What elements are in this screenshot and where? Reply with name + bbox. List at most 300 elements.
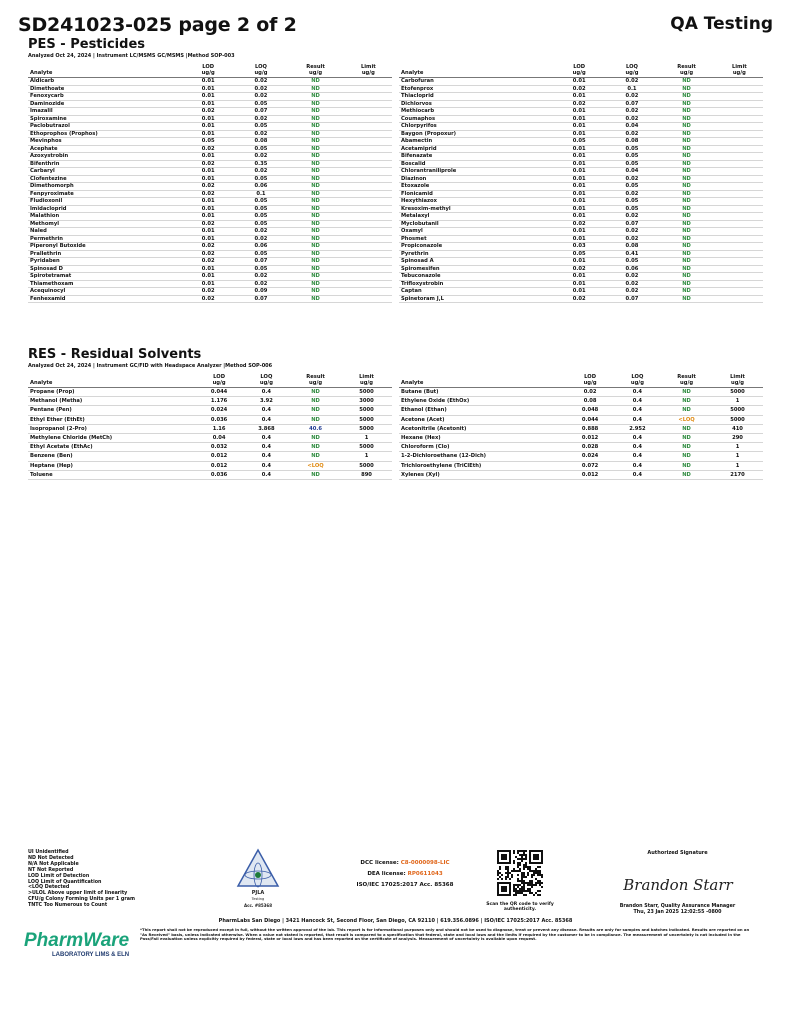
analyte-name: Chlorpyrifos: [399, 123, 552, 131]
loq-value: 0.05: [235, 145, 286, 153]
loq-header-label: LOQ: [254, 64, 267, 70]
lod-value: 0.05: [552, 250, 607, 258]
loq-value: 0.05: [235, 220, 286, 228]
loq-header-unit: ug/g: [630, 380, 644, 386]
limit-value: 290: [712, 433, 763, 442]
table-row: [28, 183, 392, 191]
result-value: ND: [286, 160, 344, 168]
analyte-name: Diazinon: [399, 175, 552, 183]
analyte-name: Acequinocyl: [28, 288, 181, 296]
lod-value: 0.01: [181, 213, 236, 221]
result-value: ND: [657, 258, 715, 266]
table-row: [28, 415, 392, 424]
result-value: ND: [286, 175, 344, 183]
lod-value: 0.01: [552, 153, 607, 161]
lod-value: 0.01: [181, 78, 236, 86]
table-row: [28, 258, 392, 266]
analyte-name: Dimethomorph: [28, 183, 181, 191]
lod-value: 0.02: [181, 160, 236, 168]
lod-value: 0.03: [552, 243, 607, 251]
table-row: [399, 145, 763, 153]
table-row: [28, 273, 392, 281]
lod-value: 0.01: [552, 198, 607, 206]
limit-value: 1: [341, 433, 392, 442]
limit-value: [716, 250, 763, 258]
loq-value: 0.1: [606, 85, 657, 93]
lod-header-unit: ug/g: [212, 380, 226, 386]
result-value: ND: [657, 85, 715, 93]
iso-accreditation: ISO/IEC 17025:2017 Acc. 85368: [356, 882, 454, 888]
analyte-name: Bifenthrin: [28, 160, 181, 168]
lod-value: 0.01: [552, 160, 607, 168]
analyte-name: Azoxystrobin: [28, 153, 181, 161]
limit-value: [716, 265, 763, 273]
result-value: ND: [286, 295, 344, 303]
analyte-name: Myclobutanil: [399, 220, 552, 228]
legend-entry: CFU/g Colony Forming Units per 1 gram: [28, 897, 135, 903]
table-row: [28, 461, 392, 470]
table-row: [28, 175, 392, 183]
result-value: ND: [286, 235, 344, 243]
result-value: ND: [290, 452, 341, 461]
result-value: ND: [657, 153, 715, 161]
lod-value: 0.01: [552, 273, 607, 281]
result-value: ND: [286, 190, 344, 198]
solvents-table-left: [28, 371, 392, 480]
loq-value: 0.02: [606, 190, 657, 198]
limit-value: [716, 213, 763, 221]
analyte-name: Bifenazate: [399, 153, 552, 161]
loq-value: 3.92: [243, 397, 290, 406]
table-row: [28, 433, 392, 442]
pesticides-meta: Analyzed Oct 24, 2024 | Instrument LC/MSMS GC/MSMS |Method SOP-003: [28, 53, 235, 59]
analyte-column-header: Analyte: [399, 61, 552, 78]
lod-header-label: LOD: [213, 374, 226, 380]
analyte-name: Heptane (Hep): [28, 461, 195, 470]
lod-value: 0.01: [552, 213, 607, 221]
loq-value: 0.4: [243, 433, 290, 442]
result-value: ND: [657, 183, 715, 191]
loq-value: 0.02: [235, 228, 286, 236]
solvents-meta: Analyzed Oct 24, 2024 | Instrument GC/FID with Headspace Analyzer |Method SOP-006: [28, 363, 273, 369]
limit-header-unit: ug/g: [732, 70, 746, 76]
table-row: [399, 175, 763, 183]
loq-value: 0.07: [235, 258, 286, 266]
loq-value: 0.05: [606, 183, 657, 191]
lod-value: 0.036: [195, 415, 242, 424]
analyte-name: Hexane (Hex): [399, 433, 566, 442]
result-value: ND: [290, 443, 341, 452]
table-row: [28, 243, 392, 251]
result-value: ND: [657, 280, 715, 288]
loq-value: 0.4: [614, 433, 661, 442]
pjla-name: PJLA: [251, 890, 265, 896]
result-value: ND: [286, 273, 344, 281]
table-row: [399, 198, 763, 206]
pjla-accreditation-badge: [228, 846, 288, 910]
analyte-name: Methylene Chloride (MetCh): [28, 433, 195, 442]
solvents-table-right: [399, 371, 763, 480]
limit-value: 890: [341, 470, 392, 479]
table-row: [28, 190, 392, 198]
result-value: ND: [657, 168, 715, 176]
analyte-name: Xylenes (Xyl): [399, 470, 566, 479]
loq-value: 0.08: [235, 138, 286, 146]
loq-value: 0.05: [606, 145, 657, 153]
loq-value: 0.02: [606, 175, 657, 183]
result-value: ND: [657, 250, 715, 258]
table-row: [28, 138, 392, 146]
lod-header-unit: ug/g: [201, 70, 215, 76]
table-row: [399, 183, 763, 191]
limit-value: 5000: [341, 388, 392, 397]
loq-column-header: [606, 61, 657, 78]
loq-value: 0.02: [606, 280, 657, 288]
result-value: ND: [286, 243, 344, 251]
lod-value: 0.02: [552, 295, 607, 303]
table-row: [399, 273, 763, 281]
table-row: [28, 443, 392, 452]
loq-value: 0.04: [606, 168, 657, 176]
limit-value: [345, 168, 392, 176]
limit-value: 3000: [341, 397, 392, 406]
table-row: [399, 160, 763, 168]
legend-entry: TNTC Too Numerous to Count: [28, 903, 108, 909]
result-value: ND: [657, 160, 715, 168]
limit-value: [716, 220, 763, 228]
analyte-name: Trifloxystrobin: [399, 280, 552, 288]
limit-value: 2170: [712, 470, 763, 479]
lod-column-header: [552, 61, 607, 78]
limit-value: 5000: [341, 424, 392, 433]
analyte-name: Coumaphos: [399, 115, 552, 123]
analyte-name: Chloroform (Clo): [399, 443, 566, 452]
limit-value: [716, 78, 763, 86]
lod-value: 1.176: [195, 397, 242, 406]
analyte-name: Pentane (Pen): [28, 406, 195, 415]
result-value: ND: [286, 250, 344, 258]
lod-value: 0.01: [552, 280, 607, 288]
lod-header-label: LOD: [584, 374, 597, 380]
loq-value: 0.02: [606, 130, 657, 138]
result-value: ND: [657, 213, 715, 221]
table-row: [28, 424, 392, 433]
table-row: [399, 397, 763, 406]
result-value: ND: [657, 243, 715, 251]
loq-value: 0.05: [235, 265, 286, 273]
loq-value: 0.02: [606, 108, 657, 116]
document-id: SD241023-025 page 2 of 2: [18, 14, 297, 36]
table-row: [28, 160, 392, 168]
analyte-name: Metalaxyl: [399, 213, 552, 221]
lod-value: 0.012: [566, 433, 613, 442]
limit-value: [345, 213, 392, 221]
result-value: ND: [661, 470, 712, 479]
table-row: [28, 388, 392, 397]
limit-value: 1: [712, 397, 763, 406]
limit-value: [345, 123, 392, 131]
result-value: ND: [290, 415, 341, 424]
analyte-name: Acetamiprid: [399, 145, 552, 153]
result-value: ND: [290, 470, 341, 479]
limit-value: [345, 280, 392, 288]
analyte-name: Ethoprophos (Prophos): [28, 130, 181, 138]
analyte-name: Abamectin: [399, 138, 552, 146]
result-value: ND: [657, 175, 715, 183]
loq-value: 0.05: [235, 100, 286, 108]
result-value: ND: [286, 85, 344, 93]
loq-value: 0.05: [606, 160, 657, 168]
analyte-name: Acephate: [28, 145, 181, 153]
loq-value: 0.4: [243, 443, 290, 452]
lod-value: 0.02: [181, 258, 236, 266]
page-header: [18, 14, 773, 38]
lod-value: 0.01: [552, 235, 607, 243]
result-value: ND: [657, 288, 715, 296]
limit-value: [716, 228, 763, 236]
table-row: [28, 213, 392, 221]
analyte-name: Spinosad A: [399, 258, 552, 266]
limit-value: [345, 243, 392, 251]
result-value: ND: [290, 433, 341, 442]
limit-value: [345, 265, 392, 273]
loq-value: 0.02: [606, 288, 657, 296]
limit-value: [345, 153, 392, 161]
result-value: 40.6: [290, 424, 341, 433]
loq-header-unit: ug/g: [259, 380, 273, 386]
loq-header-label: LOQ: [631, 374, 644, 380]
analyte-name: Dichlorvos: [399, 100, 552, 108]
legend-entry: ND Not Detected: [28, 855, 74, 861]
limit-value: [716, 108, 763, 116]
lod-value: 0.01: [552, 115, 607, 123]
verification-qr-code[interactable]: [497, 850, 543, 896]
analyte-name: Mevinphos: [28, 138, 181, 146]
lod-column-header: [181, 61, 236, 78]
analyte-name: Methiocarb: [399, 108, 552, 116]
result-header-unit: ug/g: [680, 380, 694, 386]
result-value: ND: [290, 406, 341, 415]
result-value: ND: [286, 228, 344, 236]
loq-value: 0.05: [606, 153, 657, 161]
loq-value: 3.868: [243, 424, 290, 433]
loq-value: 0.02: [606, 115, 657, 123]
lod-value: 0.01: [552, 228, 607, 236]
limit-value: [345, 220, 392, 228]
footer: [0, 840, 791, 1024]
lod-value: 0.01: [552, 190, 607, 198]
analyte-name: Daminozide: [28, 100, 181, 108]
limit-value: [345, 78, 392, 86]
analyte-name: Spinosad D: [28, 265, 181, 273]
lod-column-header: [195, 371, 242, 388]
limit-value: [716, 100, 763, 108]
loq-value: 0.06: [235, 243, 286, 251]
loq-value: 0.02: [606, 228, 657, 236]
result-value: ND: [286, 123, 344, 131]
lod-value: 0.012: [566, 470, 613, 479]
table-row: [399, 406, 763, 415]
analyte-name: Pyridaben: [28, 258, 181, 266]
loq-value: 0.02: [606, 235, 657, 243]
limit-value: [345, 115, 392, 123]
lod-value: 0.01: [552, 288, 607, 296]
solvents-title: RES - Residual Solvents: [28, 347, 202, 362]
loq-header-label: LOQ: [625, 64, 638, 70]
table-row: [28, 78, 392, 86]
result-value: ND: [657, 235, 715, 243]
table-row: [28, 205, 392, 213]
analyte-name: Spinetoram J,L: [399, 295, 552, 303]
result-value: ND: [657, 198, 715, 206]
lod-value: 0.044: [566, 415, 613, 424]
lod-value: 0.024: [566, 452, 613, 461]
lod-value: 0.01: [181, 205, 236, 213]
limit-value: [716, 205, 763, 213]
loq-value: 0.4: [243, 406, 290, 415]
result-header-unit: ug/g: [309, 380, 323, 386]
table-row: [28, 280, 392, 288]
analyte-name: Pyrethrin: [399, 250, 552, 258]
result-value: ND: [286, 258, 344, 266]
result-header-label: Result: [306, 64, 325, 70]
limit-value: [716, 93, 763, 101]
legend-entry: N/A Not Applicable: [28, 861, 79, 867]
result-value: ND: [286, 198, 344, 206]
table-row: [399, 443, 763, 452]
lod-value: 0.01: [552, 205, 607, 213]
lod-value: 0.02: [181, 250, 236, 258]
result-value: ND: [657, 100, 715, 108]
result-value: ND: [661, 406, 712, 415]
lod-value: 0.02: [181, 183, 236, 191]
limit-value: [345, 273, 392, 281]
limit-value: [345, 93, 392, 101]
lod-value: 0.02: [181, 220, 236, 228]
limit-value: [345, 288, 392, 296]
lod-value: 0.01: [181, 85, 236, 93]
limit-header-label: Limit: [731, 64, 747, 70]
lod-value: 0.01: [181, 265, 236, 273]
lod-value: 0.01: [552, 93, 607, 101]
table-row: [399, 108, 763, 116]
analyte-name: Kresoxim-methyl: [399, 205, 552, 213]
analyte-name: Fludioxonil: [28, 198, 181, 206]
limit-header-label: Limit: [360, 64, 376, 70]
lod-value: 0.08: [566, 397, 613, 406]
result-header-unit: ug/g: [680, 70, 694, 76]
result-header-label: Result: [677, 374, 696, 380]
analyte-name: Methomyl: [28, 220, 181, 228]
loq-value: 2.952: [614, 424, 661, 433]
lod-header-label: LOD: [202, 64, 215, 70]
loq-value: 0.4: [614, 452, 661, 461]
analyte-column-header: Analyte: [399, 371, 566, 388]
result-value: ND: [657, 138, 715, 146]
analyte-name: Isopropanol (2-Pro): [28, 424, 195, 433]
limit-value: [345, 175, 392, 183]
analyte-name: Acetone (Acet): [399, 415, 566, 424]
analyte-name: Piperonyl Butoxide: [28, 243, 181, 251]
table-row: [399, 288, 763, 296]
analyte-name: Butane (But): [399, 388, 566, 397]
table-row: [399, 452, 763, 461]
lod-header-unit: ug/g: [572, 70, 586, 76]
signature-script: Brandon Starr: [623, 876, 733, 894]
result-column-header: [661, 371, 712, 388]
result-value: <LOQ: [290, 461, 341, 470]
result-value: ND: [657, 108, 715, 116]
analyte-name: Benzene (Ben): [28, 452, 195, 461]
loq-value: 0.02: [235, 78, 286, 86]
loq-value: 0.09: [235, 288, 286, 296]
analyte-name: Captan: [399, 288, 552, 296]
pjla-accreditation-number: Acc. #85368: [243, 903, 273, 908]
table-row: [399, 85, 763, 93]
result-value: ND: [286, 108, 344, 116]
license-info: [340, 858, 470, 891]
loq-value: 0.02: [235, 280, 286, 288]
limit-value: 5000: [341, 461, 392, 470]
result-value: ND: [657, 115, 715, 123]
lod-value: 0.01: [552, 78, 607, 86]
analyte-name: Propane (Prop): [28, 388, 195, 397]
analyte-name: Fenoxycarb: [28, 93, 181, 101]
loq-value: 0.07: [606, 100, 657, 108]
limit-value: [716, 115, 763, 123]
limit-value: [716, 138, 763, 146]
lod-value: 0.01: [181, 235, 236, 243]
result-value: ND: [286, 115, 344, 123]
limit-value: [716, 280, 763, 288]
loq-value: 0.05: [235, 205, 286, 213]
limit-value: [345, 228, 392, 236]
loq-value: 0.02: [606, 78, 657, 86]
loq-value: 0.05: [235, 175, 286, 183]
limit-value: [716, 123, 763, 131]
limit-value: [345, 190, 392, 198]
logo-tagline: LABORATORY LIMS & ELN: [52, 952, 130, 958]
table-row: [399, 78, 763, 86]
limit-value: 1: [712, 443, 763, 452]
limit-value: [345, 160, 392, 168]
pesticides-section: [28, 38, 763, 303]
analyte-name: Phosmet: [399, 235, 552, 243]
table-row: [28, 265, 392, 273]
limit-value: [345, 295, 392, 303]
loq-column-header: [243, 371, 290, 388]
loq-value: 0.4: [614, 461, 661, 470]
table-row: [28, 228, 392, 236]
result-value: ND: [657, 273, 715, 281]
result-value: ND: [286, 168, 344, 176]
loq-column-header: [614, 371, 661, 388]
loq-value: 0.4: [614, 415, 661, 424]
limit-value: [716, 175, 763, 183]
lod-value: 0.012: [195, 461, 242, 470]
result-value: ND: [286, 220, 344, 228]
signature-image: [608, 864, 748, 902]
analyte-name: Thiamethoxam: [28, 280, 181, 288]
analyte-name: Acetonitrile (Acetonit): [399, 424, 566, 433]
analyte-name: Flonicamid: [399, 190, 552, 198]
loq-value: 0.07: [235, 108, 286, 116]
table-header-row: [399, 371, 763, 388]
table-row: [28, 123, 392, 131]
result-value: ND: [286, 280, 344, 288]
result-value: ND: [657, 93, 715, 101]
loq-column-header: [235, 61, 286, 78]
